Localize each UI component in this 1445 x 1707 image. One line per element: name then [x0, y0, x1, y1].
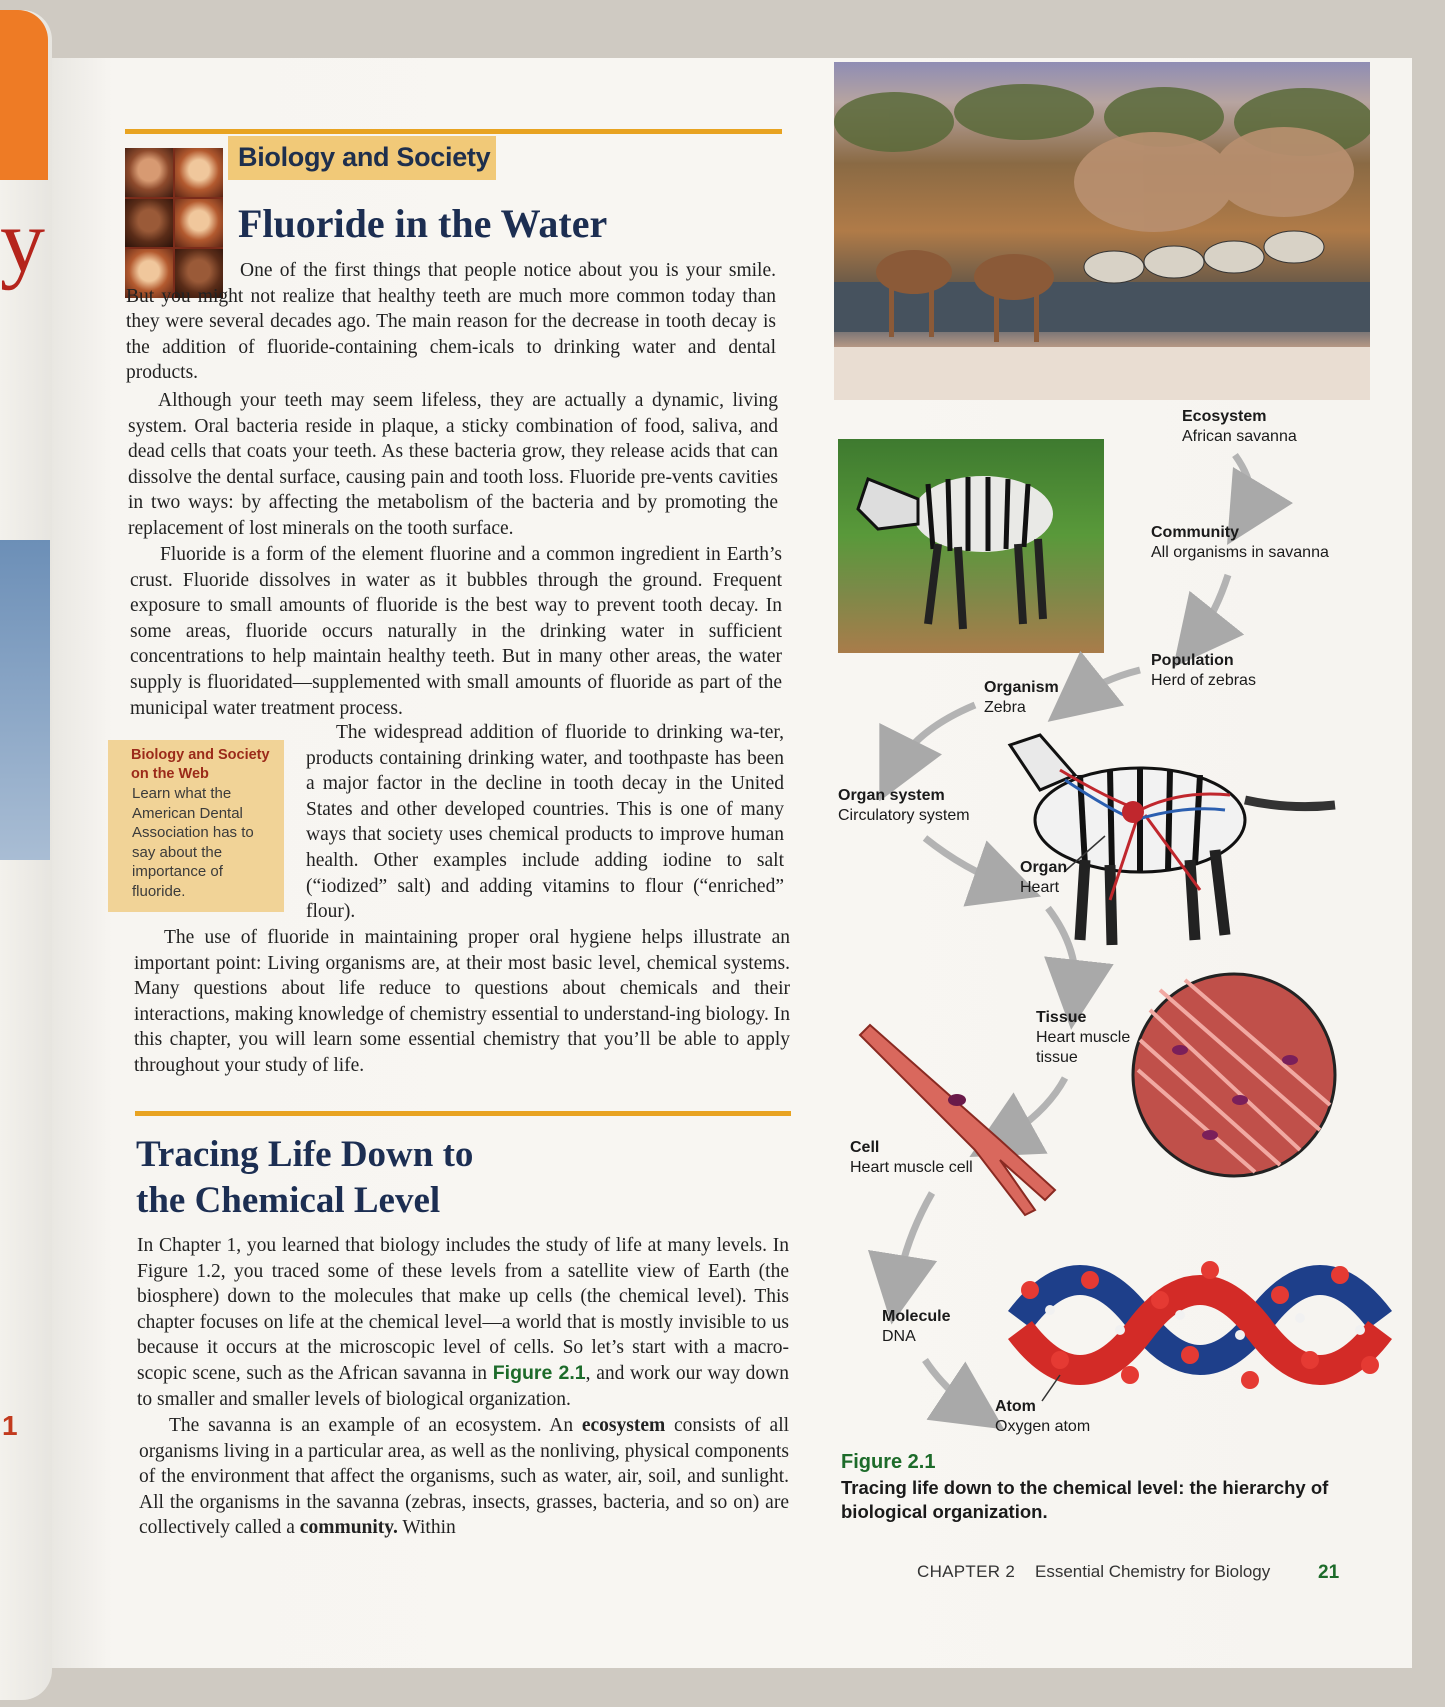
label-organism: Organism Zebra	[984, 679, 1059, 716]
feature-title: Fluoride in the Water	[238, 201, 608, 246]
label-tissue: Tissue Heart muscle tissue	[1036, 1009, 1131, 1066]
feature-paragraph-3: Fluoride is a form of the element fluorine and a common ingredient in Earth’s crust. Fluoride dissolves in water as it bubbles through the ground. Frequent exposure to small amounts of fluoride is the best way to prevent tooth decay. In some areas, fluoride occurs naturally in the drinking water in sufficient concentrations to help maintain healthy teeth. But in many other areas, the water supply is fluoridated—supplemented with small amounts of fluoride as part of the municipal water treatment process.	[130, 544, 782, 719]
section-title-line-1: Tracing Life Down to	[136, 1134, 474, 1175]
previous-page-letter: y	[0, 192, 45, 291]
term-ecosystem: ecosystem	[581, 1415, 666, 1436]
section-title-line-2: the Chemical Level	[136, 1180, 441, 1221]
zebra-circulatory-illustration	[1010, 735, 1335, 945]
dna-molecule-illustration	[1020, 1261, 1380, 1389]
label-ecosystem: Ecosystem African savanna	[1182, 408, 1297, 445]
label-cell: Cell Heart muscle cell	[850, 1139, 973, 1176]
label-organ-system: Organ system Circulatory system	[838, 787, 970, 824]
feature-banner-label: Biology and Society	[238, 142, 491, 172]
term-community: community.	[299, 1517, 398, 1539]
web-sidebar-text: Learn what the American Dental Association has to say about the importance of fluoride.	[132, 785, 254, 900]
label-molecule: Molecule DNA	[882, 1308, 951, 1345]
feature-paragraph-1: One of the first things that people notice about you is your smile. But you might not realize that healthy teeth are much more common today than they were several decades ago. The main reason for the decrease in tooth decay is the addition of fluoride-containing chem-icals to drinking water and dental products.	[126, 260, 776, 384]
feature-paragraph-2: Although your teeth may seem lifeless, they are actually a dynamic, living system. Oral bacteria reside in plaque, a sticky combination of food, saliva, and dead cells that coats your teeth. As these bacteria grow, they release acids that can dissolve the dental surface, causing pain and tooth loss. Fluoride pre-vents cavities in two ways: by affecting the metabolism of the bacteria and by promoting the replacement of lost minerals on the tooth surface.	[128, 390, 778, 539]
leader-lines	[1042, 836, 1105, 1401]
previous-page-number: 1	[2, 1410, 18, 1441]
figure-reference-link[interactable]: Figure 2.1	[492, 1361, 586, 1384]
section-paragraph-1: In Chapter 1, you learned that biology includes the study of life at many levels. In Figure 1.2, you traced some of these levels from a satellite view of Earth (the biosphere) down to the molecules that make up cells (the chemical level). This chapter focuses on life at the chemical level—a world that is mostly invisible to us because it occurs at the microscopic level of cells. So let’s start with a macro-scopic scene, such as the African savanna in Figure 2.1, and work our way down to smaller and smaller levels of biological organization.	[137, 1235, 789, 1410]
heart-muscle-tissue-illustration	[1133, 974, 1335, 1176]
section-paragraph-2: The savanna is an example of an ecosystem. An ecosystem consists of all organisms living in a particular area, as well as the nonliving, physical components of the environment that affect the organisms, such as water, air, soil, and sunlight. All the organisms in the savanna (zebras, insects, grasses, bacteria, and so on) are collectively called a community. Within	[139, 1415, 790, 1539]
figure-number: Figure 2.1	[841, 1451, 936, 1473]
footer-chapter: CHAPTER 2	[917, 1562, 1016, 1581]
page-number: 21	[1318, 1562, 1340, 1583]
feature-paragraph-5: The use of fluoride in maintaining proper oral hygiene helps illustrate an important point: Living organisms are, at their most basic level, chemical systems. Many questions about life reduce to questions about chemicals and their interactions, making knowledge of chemistry essential to understand-ing biology. In this chapter, you will learn some essential chemistry that you’ll be able to apply throughout your study of life.	[134, 927, 790, 1076]
footer-chapter-title: Essential Chemistry for Biology	[1035, 1562, 1271, 1581]
feature-paragraph-4: The widespread addition of fluoride to drinking wa-ter, products containing drinking water, and toothpaste has been a major factor in the decline in tooth decay in the United States and other developed countries. This is one of many ways that society uses chemical products to improve human health. Other examples include adding iodine to salt (“iodized” salt) and adding vitamins to flour (“enriched” flour).	[306, 722, 784, 923]
label-community: Community All organisms in savanna	[1151, 524, 1329, 561]
figure-caption: Tracing life down to the chemical level: the hierarchy of biological organization.	[841, 1477, 1329, 1522]
label-organ: Organ Heart	[1020, 859, 1068, 896]
web-sidebar-title[interactable]: Biology and Society on the Web	[131, 747, 270, 782]
label-population: Population Herd of zebras	[1151, 652, 1256, 689]
label-atom: Atom Oxygen atom	[995, 1398, 1091, 1435]
